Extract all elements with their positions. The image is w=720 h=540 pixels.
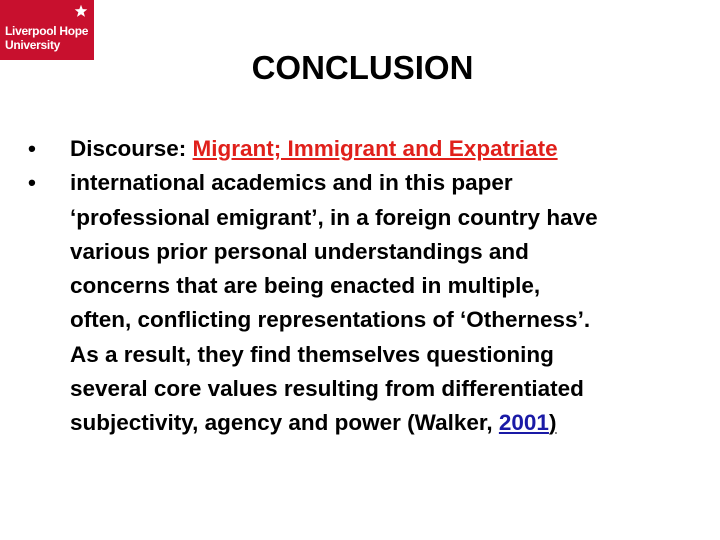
logo-line-2: University	[5, 38, 61, 52]
bullet-2-line-2: ‘professional emigrant’, in a foreign country have	[70, 204, 598, 230]
closing-paren: )	[548, 410, 557, 436]
logo-line-1: Liverpool Hope	[5, 24, 89, 38]
citation-year-link[interactable]: 2001	[498, 410, 549, 436]
bullet-2-line-7: several core values resulting from differentiated	[70, 376, 584, 402]
bullet-2-line-6: As a result, they find themselves questioning	[70, 341, 554, 367]
bullet-marker: •	[28, 170, 36, 196]
bullet-2-line-5: often, conflicting representations of ‘Otherness’.	[70, 307, 591, 333]
bullet-2-line-3: various prior personal understandings and	[70, 238, 529, 264]
bullet-item-international-academics	[28, 166, 700, 440]
bullet-marker: •	[28, 136, 36, 161]
bullet-1-highlight: Migrant; Immigrant and Expatriate	[192, 136, 558, 161]
bullet-2-line-8-prefix: subjectivity, agency and power (Walker,	[70, 410, 499, 436]
slide-title: CONCLUSION	[251, 49, 474, 86]
bullet-2-line-1: international academics and in this paper	[70, 170, 513, 196]
star-icon	[74, 4, 88, 18]
bullet-list	[28, 132, 700, 441]
bullet-item-discourse	[28, 132, 700, 166]
bullet-1-prefix: Discourse:	[70, 136, 193, 161]
bullet-2-line-4: concerns that are being enacted in multiple,	[70, 273, 541, 299]
